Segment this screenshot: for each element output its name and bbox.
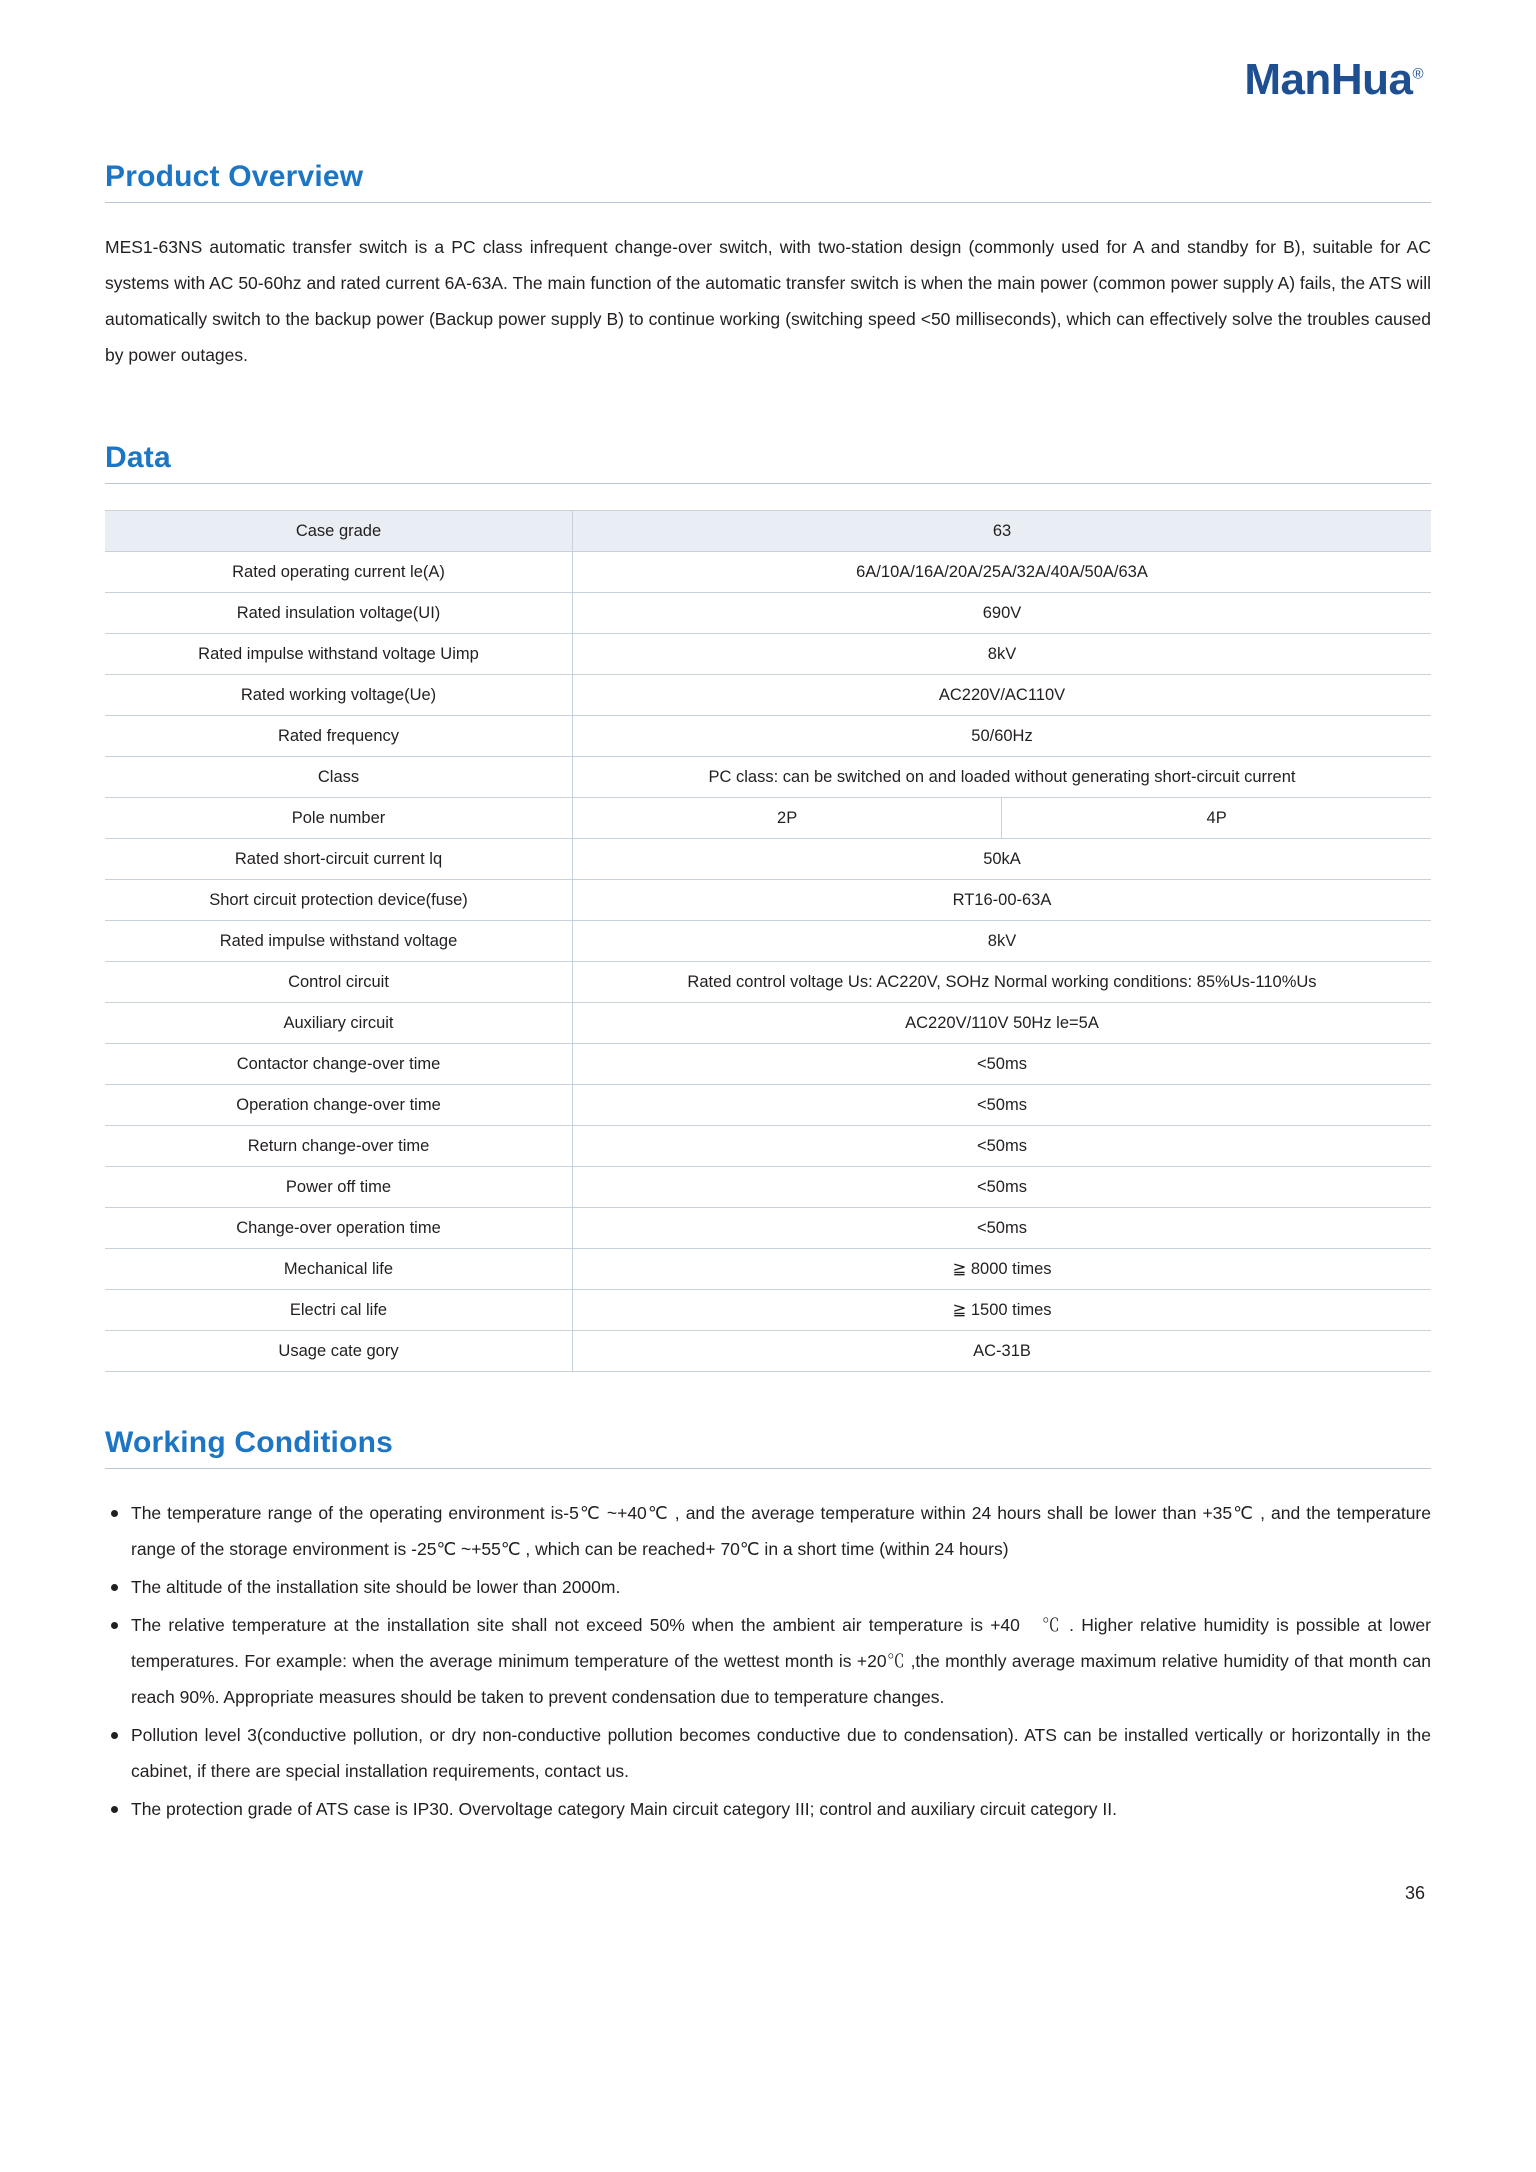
list-item: The altitude of the installation site should be lower than 2000m. xyxy=(105,1569,1431,1605)
table-cell-value: ≧ 1500 times xyxy=(573,1290,1432,1331)
table-row xyxy=(105,1085,1431,1126)
table-cell-label: Change-over operation time xyxy=(105,1208,573,1249)
table-cell-value-secondary: 4P xyxy=(1002,798,1431,839)
list-item: The temperature range of the operating environment is-5℃ ~+40℃ , and the average temperature within 24 hours shall be lower than +35℃ , and the temperature range of the storage environment is -25℃ ~+55℃ , which can be reached+ 70℃ in a short time (within 24 hours) xyxy=(105,1495,1431,1567)
working-conditions-title: Working Conditions xyxy=(105,1426,394,1459)
table-cell-value: 8kV xyxy=(573,634,1432,675)
logo-name: ManHua xyxy=(1244,55,1413,104)
table-cell-value: AC220V/110V 50Hz le=5A xyxy=(573,1003,1432,1044)
table-row xyxy=(105,511,1431,552)
table-row xyxy=(105,1290,1431,1331)
table-cell-label: Pole number xyxy=(105,798,573,839)
data-title: Data xyxy=(105,441,171,474)
list-item: The protection grade of ATS case is IP30. Overvoltage category Main circuit category III; control and auxiliary circuit category II. xyxy=(105,1791,1431,1827)
table-cell-label: Rated frequency xyxy=(105,716,573,757)
table-cell-label: Contactor change-over time xyxy=(105,1044,573,1085)
table-cell-value: <50ms xyxy=(573,1085,1432,1126)
logo-text xyxy=(1244,55,1423,105)
table-cell-value: 6A/10A/16A/20A/25A/32A/40A/50A/63A xyxy=(573,552,1432,593)
table-cell-value: <50ms xyxy=(573,1208,1432,1249)
specifications-table xyxy=(105,510,1431,1372)
table-row xyxy=(105,675,1431,716)
table-cell-label: Usage cate gory xyxy=(105,1331,573,1372)
table-cell-label: Rated insulation voltage(UI) xyxy=(105,593,573,634)
working-conditions-list xyxy=(105,1495,1431,1827)
table-cell-value: <50ms xyxy=(573,1126,1432,1167)
table-cell-value: AC220V/AC110V xyxy=(573,675,1432,716)
table-cell-value: 50/60Hz xyxy=(573,716,1432,757)
table-cell-label: Rated working voltage(Ue) xyxy=(105,675,573,716)
table-cell-label: Electri cal life xyxy=(105,1290,573,1331)
list-item: Pollution level 3(conductive pollution, or dry non-conductive pollution becomes conductive due to condensation). ATS can be installed vertically or horizontally in the cabinet, if there are special installation requirements, contact us. xyxy=(105,1717,1431,1789)
list-item: The relative temperature at the installation site shall not exceed 50% when the ambient air temperature is +40 ℃ . Higher relative humidity is possible at lower temperatures. For example: when the average minimum temperature of the wettest month is +20℃ ,the monthly average maximum relative humidity of that month can reach 90%. Appropriate measures should be taken to prevent condensation due to temperature changes. xyxy=(105,1607,1431,1715)
table-cell-value: Rated control voltage Us: AC220V, SOHz Normal working conditions: 85%Us-110%Us xyxy=(573,962,1432,1003)
table-cell-label: Operation change-over time xyxy=(105,1085,573,1126)
table-cell-value: 50kA xyxy=(573,839,1432,880)
page-number: 36 xyxy=(1404,1883,1425,1903)
table-row xyxy=(105,1126,1431,1167)
table-cell-value: 690V xyxy=(573,593,1432,634)
table-cell-label: Case grade xyxy=(105,511,573,552)
section-divider xyxy=(105,1468,1431,1469)
table-cell-label: Rated impulse withstand voltage Uimp xyxy=(105,634,573,675)
table-cell-label: Short circuit protection device(fuse) xyxy=(105,880,573,921)
table-row xyxy=(105,1003,1431,1044)
registered-mark-icon: ® xyxy=(1412,65,1423,83)
table-row xyxy=(105,962,1431,1003)
table-cell-value: <50ms xyxy=(573,1044,1432,1085)
table-row xyxy=(105,839,1431,880)
table-cell-value: ≧ 8000 times xyxy=(573,1249,1432,1290)
table-cell-label: Rated operating current le(A) xyxy=(105,552,573,593)
table-row xyxy=(105,1208,1431,1249)
table-row xyxy=(105,716,1431,757)
table-cell-value: PC class: can be switched on and loaded without generating short-circuit current xyxy=(573,757,1432,798)
data-section xyxy=(105,441,1431,1372)
table-cell-value: <50ms xyxy=(573,1167,1432,1208)
table-cell-label: Rated impulse withstand voltage xyxy=(105,921,573,962)
table-cell-label: Control circuit xyxy=(105,962,573,1003)
table-cell-value: 8kV xyxy=(573,921,1432,962)
section-divider xyxy=(105,202,1431,203)
table-cell-label: Auxiliary circuit xyxy=(105,1003,573,1044)
product-overview-paragraph: MES1-63NS automatic transfer switch is a PC class infrequent change-over switch, with two-station design (commonly used for A and standby for B), suitable for AC systems with AC 50-60hz and rated current 6A-63A. The main function of the automatic transfer switch is when the main power (common power supply A) fails, the ATS will automatically switch to the backup power (Backup power supply B) to continue working (switching speed <50 milliseconds), which can effectively solve the troubles caused by power outages. xyxy=(105,237,1431,365)
table-row xyxy=(105,1331,1431,1372)
table-cell-label: Class xyxy=(105,757,573,798)
table-cell-label: Rated short-circuit current lq xyxy=(105,839,573,880)
table-cell-label: Mechanical life xyxy=(105,1249,573,1290)
table-cell-value: 63 xyxy=(573,511,1432,552)
table-row xyxy=(105,1167,1431,1208)
table-row xyxy=(105,1249,1431,1290)
table-cell-label: Power off time xyxy=(105,1167,573,1208)
brand-logo xyxy=(105,0,1431,160)
table-row xyxy=(105,921,1431,962)
section-divider xyxy=(105,483,1431,484)
table-row xyxy=(105,1044,1431,1085)
working-conditions-section xyxy=(105,1426,1431,1827)
table-row xyxy=(105,798,1431,839)
table-row xyxy=(105,880,1431,921)
table-cell-value: 2P xyxy=(573,798,1002,839)
table-cell-value: RT16-00-63A xyxy=(573,880,1432,921)
table-row xyxy=(105,593,1431,634)
table-row xyxy=(105,634,1431,675)
table-cell-label: Return change-over time xyxy=(105,1126,573,1167)
table-row xyxy=(105,757,1431,798)
product-overview-title: Product Overview xyxy=(105,160,364,193)
product-overview-section xyxy=(105,160,1431,373)
table-row xyxy=(105,552,1431,593)
table-cell-value: AC-31B xyxy=(573,1331,1432,1372)
